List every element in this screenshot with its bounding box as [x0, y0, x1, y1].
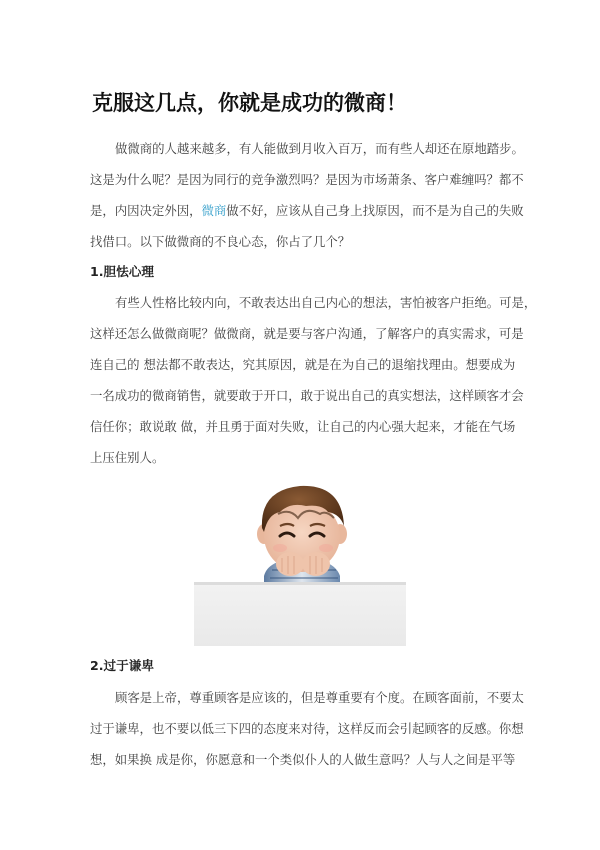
intro-line-3-after: 做不好，应该从自己身上找原因，而不是为自己的失败: [226, 203, 524, 218]
section-2-heading: 2.过于谦卑: [90, 658, 154, 673]
section-1-paragraph: [90, 287, 537, 473]
child-illustration: [194, 484, 406, 646]
section-1-line: 有些人性格比较内向，不敢表达出自己内心的想法，害怕被客户拒绝。可是，: [115, 295, 537, 310]
section-1-line: 连自己的 想法都不敢表达，究其原因，就是在为自己的退缩找理由。想要成为: [90, 357, 516, 372]
intro-paragraph: [90, 133, 522, 257]
section-2-paragraph: [90, 682, 522, 775]
section-2-line: 顾客是上帝，尊重顾客是应该的，但是尊重要有个度。在顾客面前，不要太: [115, 690, 524, 705]
section-1-line: 信任你；敢说敢 做，并且勇于面对失败，让自己的内心强大起来，才能在气场: [90, 419, 516, 434]
section-2-line: 过于谦卑，也不要以低三下四的态度来对待，这样反而会引起顾客的反感。你想: [90, 721, 524, 736]
weishang-link[interactable]: 微商: [201, 203, 227, 218]
section-1-heading: 1.胆怯心理: [90, 264, 154, 279]
intro-line-1: 做微商的人越来越多，有人能做到月收入百万，而有些人却还在原地踏步。: [115, 141, 524, 156]
article-title: 克服这几点，你就是成功的微商！: [92, 90, 407, 115]
section-1-line: 上压住别人。: [90, 450, 165, 465]
section-1-line: 这样还怎么做微商呢？做微商，就是要与客户沟通，了解客户的真实需求，可是: [90, 326, 524, 341]
section-2-line: 想，如果换 成是你，你愿意和一个类似仆人的人做生意吗？人与人之间是平等: [90, 752, 516, 767]
child-holding-sign-image: [194, 484, 406, 646]
section-1-line: 一名成功的微商销售，就要敢于开口，敢于说出自己的真实想法，这样顾客才会: [90, 388, 524, 403]
intro-line-4: 找借口。以下做微商的不良心态，你占了几个？: [90, 234, 351, 249]
intro-line-3: [90, 195, 522, 226]
intro-line-3-before: 是，内因决定外因，: [90, 203, 202, 218]
intro-line-2: 这是为什么呢？是因为同行的竞争激烈吗？是因为市场萧条、客户难缠吗？都不: [90, 172, 524, 187]
